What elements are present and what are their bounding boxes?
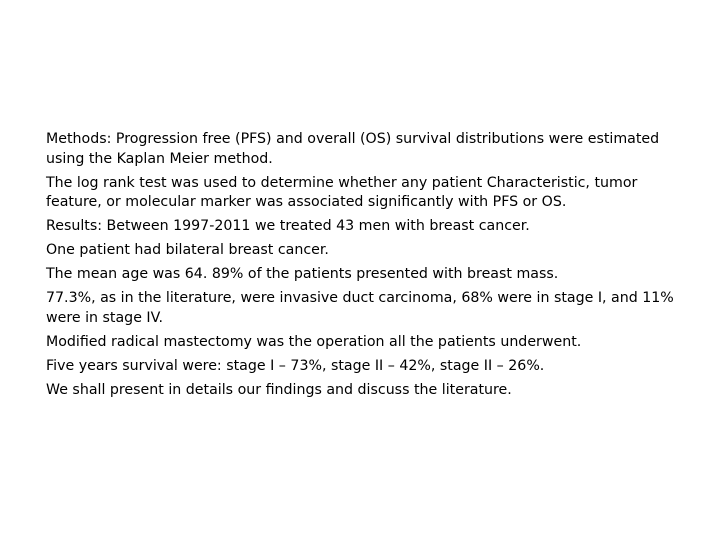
- paragraph-conclusion: We shall present in details our findings and discuss the literature.: [46, 382, 512, 399]
- paragraph-bilateral: One patient had bilateral breast cancer.: [46, 242, 329, 259]
- paragraph-log-rank-test: The log rank test was used to determine whether any patient Characteristic, tumor feature, or molecular marker was associated significantly with PFS or OS.: [46, 174, 638, 211]
- paragraph-methods: Methods: Progression free (PFS) and overall (OS) survival distributions were estimated using the Kaplan Meier method.: [46, 131, 660, 167]
- paragraph-surgery: Modified radical mastectomy was the operation all the patients underwent.: [46, 334, 582, 351]
- paragraph-results: Results: Between 1997-2011 we treated 43 men with breast cancer.: [46, 218, 530, 235]
- paragraph-survival: Five years survival were: stage I – 73%, stage II – 42%, stage II – 26%.: [46, 358, 545, 375]
- paragraph-mean-age: The mean age was 64. 89% of the patients presented with breast mass.: [46, 266, 559, 283]
- paragraph-histology-stage: 77.3%, as in the literature, were invasive duct carcinoma, 68% were in stage I, and 11% were in stage IV.: [46, 290, 674, 326]
- slide-body-text: [46, 130, 686, 405]
